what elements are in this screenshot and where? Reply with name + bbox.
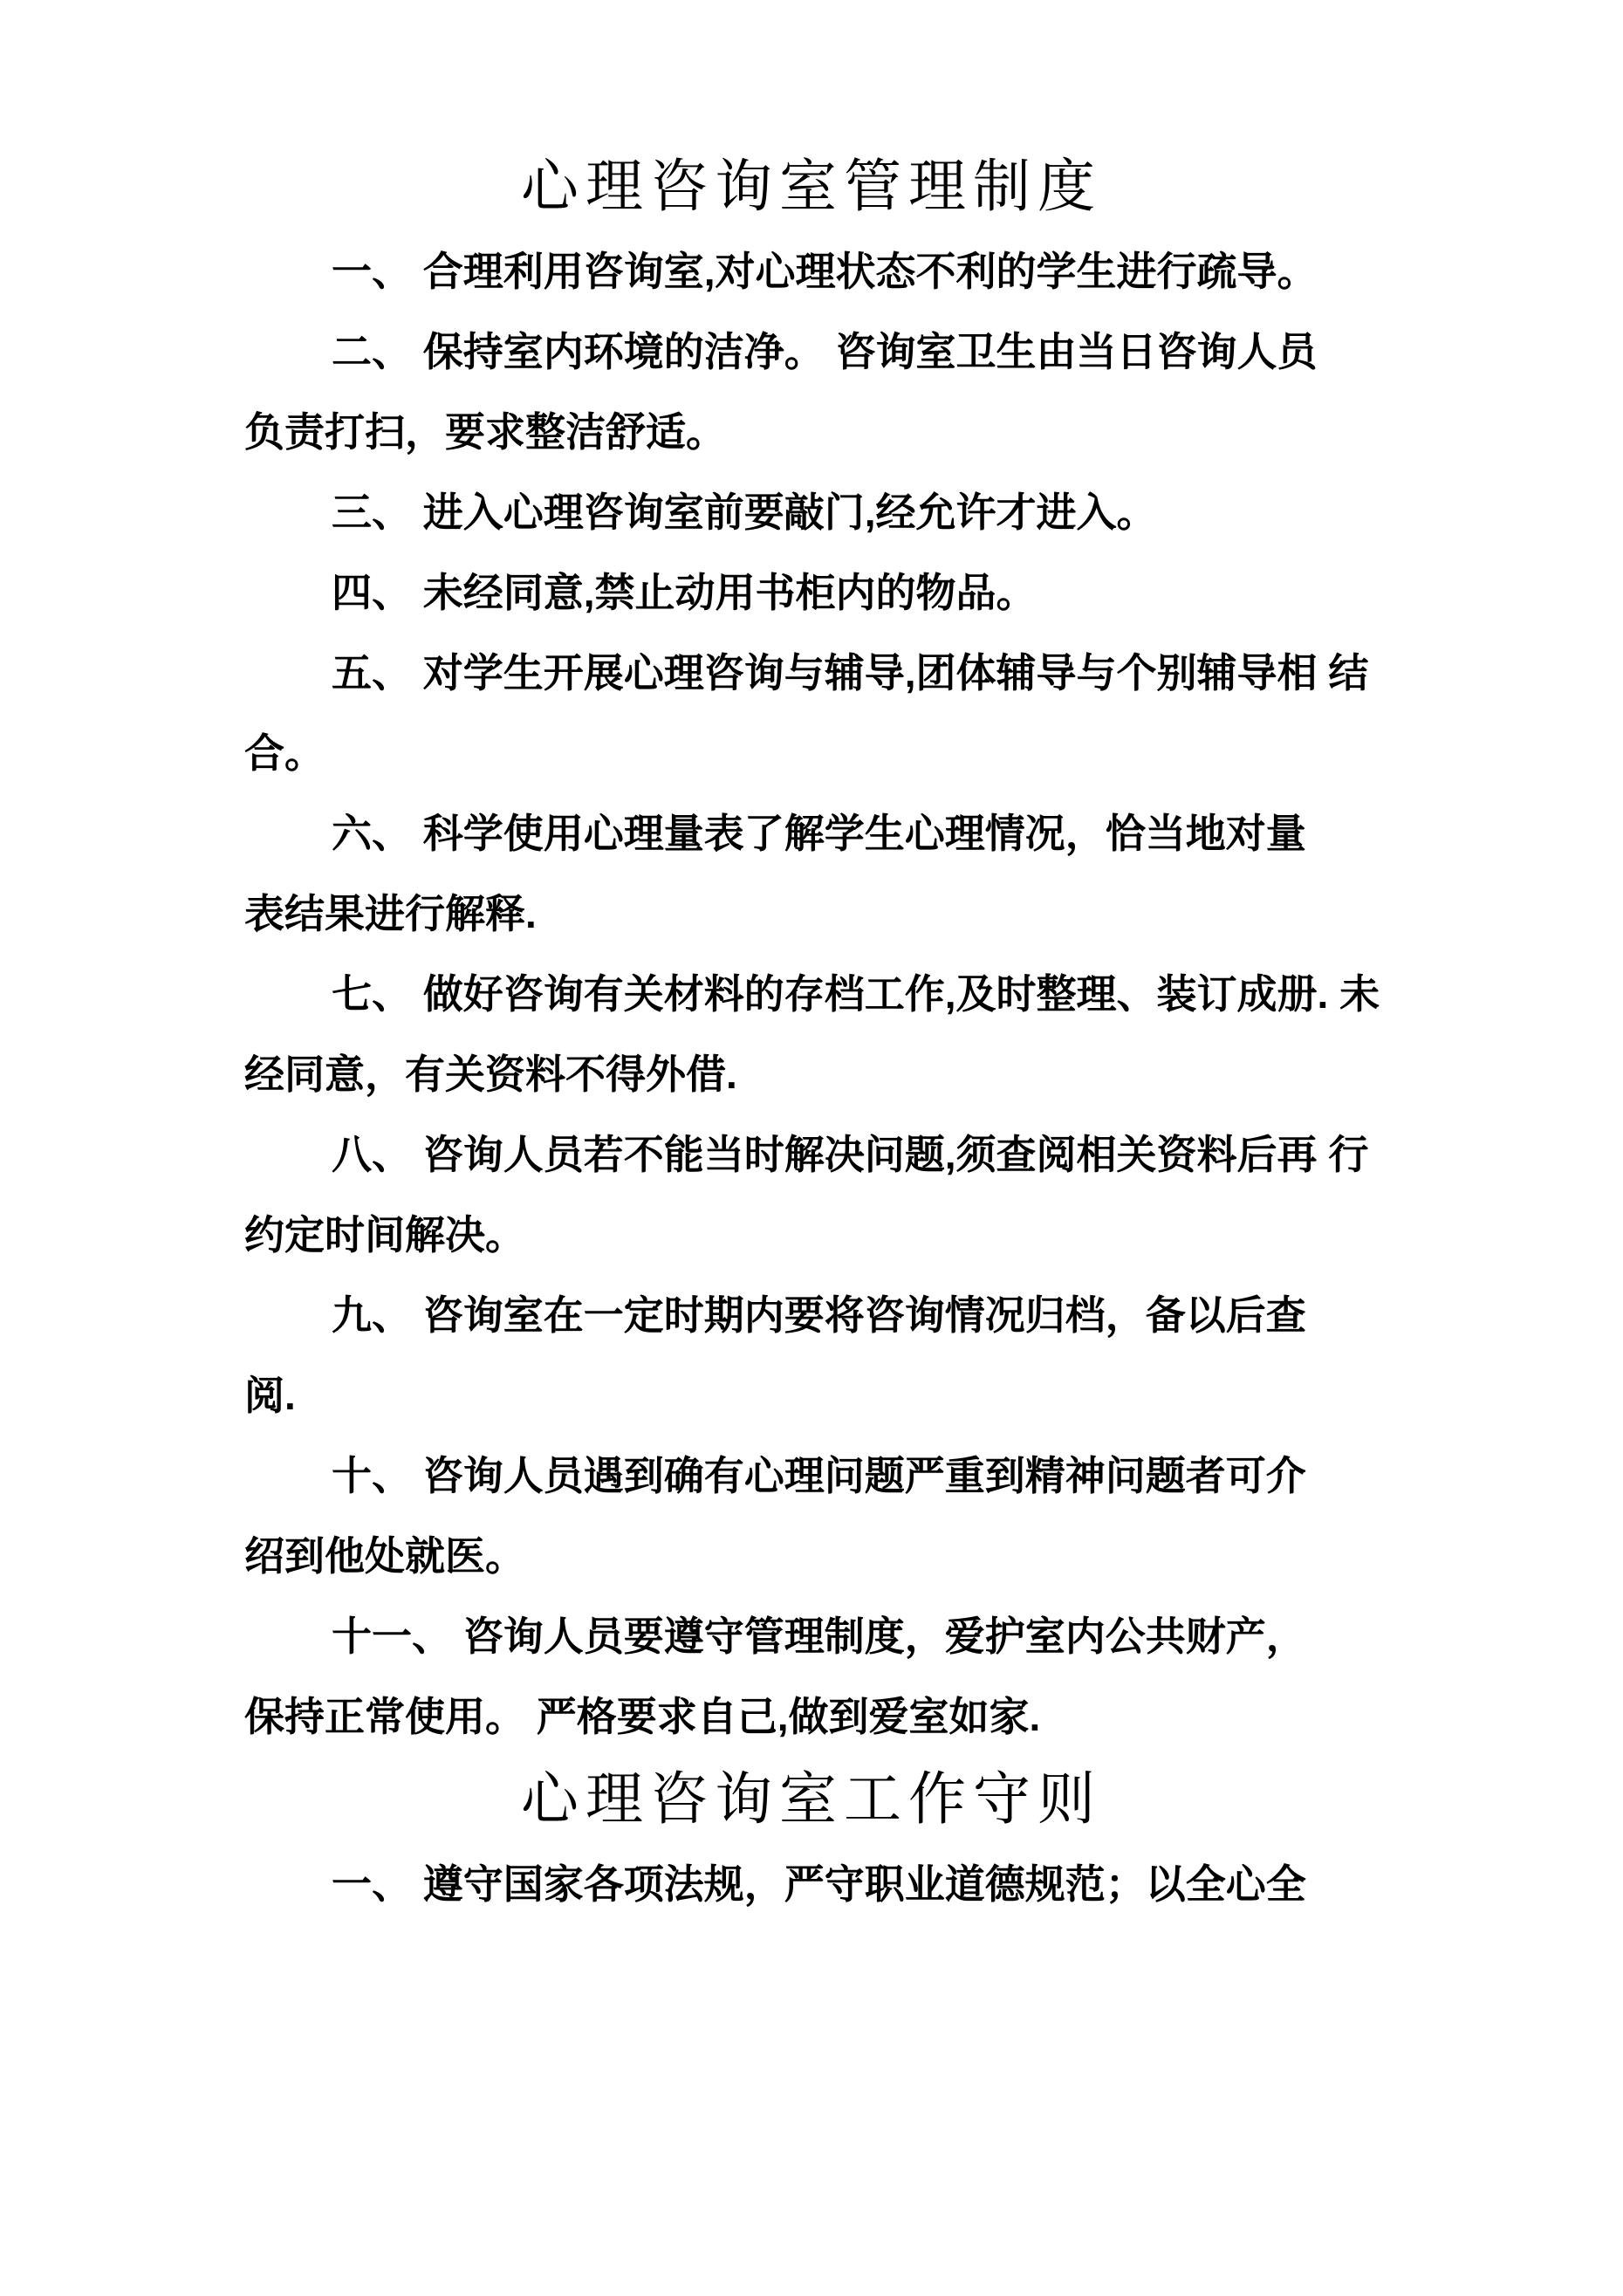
section2-body: [244, 1844, 1379, 1924]
text-line: 四、 未经同意,禁止动用书柜内的物品。: [332, 570, 1037, 615]
text-line: 一、 合理利用咨询室,对心理状态不利的学生进行疏导。: [332, 249, 1318, 294]
text-line: 一、 遵守国家各项法规，严守职业道德规范；以全心全: [332, 1861, 1306, 1907]
section2-title: 心理咨询室工作守则: [521, 1768, 1102, 1832]
text-line: 绍到他处就医。: [244, 1533, 525, 1579]
text-line: 三、 进入心理咨询室前要敲门,经允许才进入。: [332, 490, 1157, 535]
text-line: 负责打扫，要求整洁舒适。: [244, 409, 726, 455]
text-line: 经同意，有关资料不得外借.: [244, 1052, 737, 1097]
text-line: 保持正常使用。 严格要求自己,做到爱室如家.: [244, 1694, 1041, 1739]
text-line: 合。: [244, 730, 325, 776]
text-line: 约定时间解决。: [244, 1212, 525, 1258]
section1-body: [244, 231, 1379, 1757]
text-line: 九、 咨询室在一定时期内要将咨询情况归档，备以后查: [332, 1292, 1306, 1338]
text-line: 八、 咨询人员若不能当时解决问题,须查阅相关资料后再 行: [332, 1132, 1369, 1177]
text-line: 阅.: [244, 1373, 296, 1418]
text-line: 表结果进行解释.: [244, 891, 537, 936]
text-line: 十一、 咨询人员要遵守管理制度，爱护室内公共财产，: [332, 1614, 1306, 1659]
text-line: 五、 对学生开展心理咨询与辅导,团体辅导与个别辅导相 结: [332, 650, 1369, 696]
text-line: 二、 保持室内环境的洁净。 咨询室卫生由当日咨询人员: [332, 329, 1318, 374]
text-line: 六、 科学使用心理量表了解学生心理情况，恰当地对量: [332, 811, 1306, 856]
text-line: 七、 做好咨询有关材料的存档工作,及时整理、装订成册. 未: [332, 971, 1380, 1017]
section1-title: 心理咨询室管理制度: [521, 155, 1102, 219]
text-line: 十、 咨询人员遇到确有心理问题严重到精神问题者可介: [332, 1453, 1306, 1498]
